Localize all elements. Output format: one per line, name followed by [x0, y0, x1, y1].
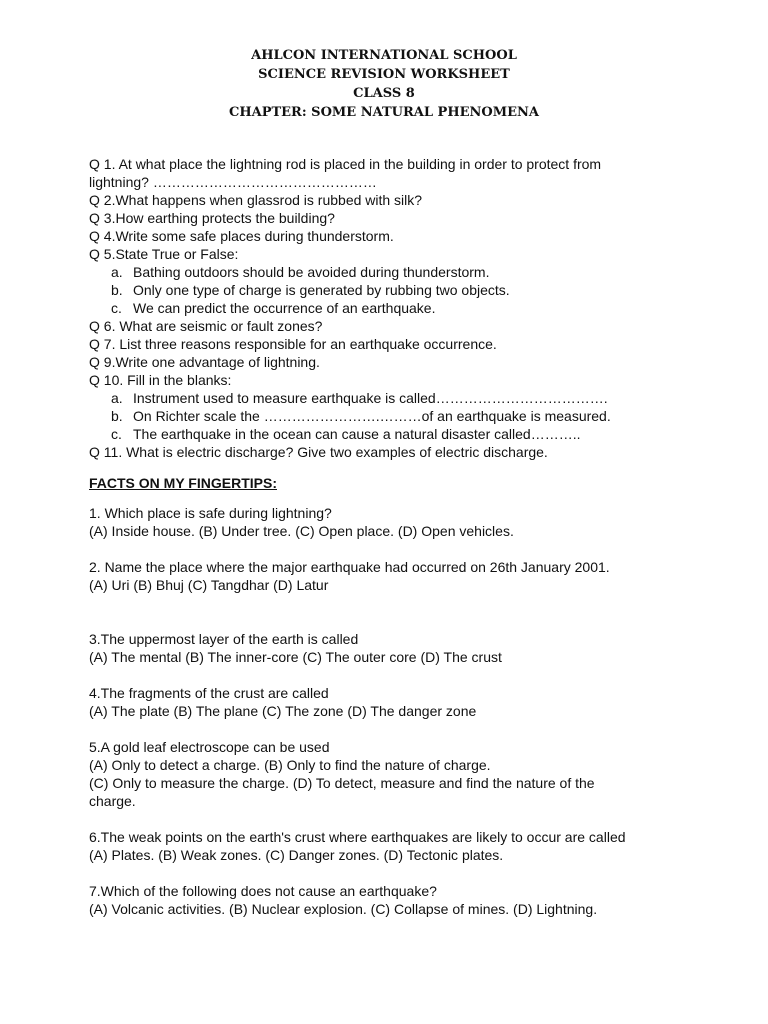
mcq-item-2	[89, 558, 749, 594]
facts-heading: FACTS ON MY FINGERTIPS:	[89, 475, 277, 491]
mcq-item-5	[89, 738, 749, 810]
item-text: Bathing outdoors should be avoided during thunderstorm.	[133, 264, 490, 280]
chapter-title: CHAPTER: SOME NATURAL PHENOMENA	[228, 105, 539, 120]
item-marker: a.	[111, 390, 123, 406]
question-1-line2: lightning? …………………………………………	[89, 174, 377, 190]
question-1-line1: Q 1. At what place the lightning rod is placed in the building in order to protect from	[89, 156, 602, 172]
question-6: Q 6. What are seismic or fault zones?	[89, 318, 323, 334]
mcq-item-6	[89, 828, 749, 864]
item-text: We can predict the occurrence of an earthquake.	[133, 300, 436, 316]
question-4: Q 4.Write some safe places during thunderstorm.	[89, 228, 394, 244]
question-2: Q 2.What happens when glassrod is rubbed with silk?	[89, 192, 423, 208]
question-7: Q 7. List three reasons responsible for an earthquake occurrence.	[89, 336, 497, 352]
item-text: The earthquake in the ocean can cause a natural disaster called………..	[133, 426, 581, 442]
question-10-item-a	[89, 389, 749, 407]
question-11: Q 11. What is electric discharge? Give two examples of electric discharge.	[89, 444, 548, 460]
mcq-options: (A) Volcanic activities. (B) Nuclear explosion. (C) Collapse of mines. (D) Lightning.	[89, 901, 598, 917]
question-5-item-b	[89, 281, 749, 299]
item-marker: c.	[111, 300, 122, 316]
mcq-question: 3.The uppermost layer of the earth is called	[89, 631, 359, 647]
item-marker: a.	[111, 264, 123, 280]
worksheet-header	[0, 46, 768, 122]
question-10-item-b	[89, 407, 749, 425]
item-text: Instrument used to measure earthquake is called……………………………….	[133, 390, 608, 406]
mcq-options: (A) Plates. (B) Weak zones. (C) Danger zones. (D) Tectonic plates.	[89, 847, 504, 863]
mcq-options: (A) The mental (B) The inner-core (C) The outer core (D) The crust	[89, 649, 502, 665]
question-10-item-c	[89, 425, 749, 443]
mcq-question: 6.The weak points on the earth's crust where earthquakes are likely to occur are called	[89, 829, 626, 845]
mcq-question: 2. Name the place where the major earthquake had occurred on 26th January 2001.	[89, 559, 610, 575]
mcq-question: 7.Which of the following does not cause an earthquake?	[89, 883, 437, 899]
mcq-question: 5.A gold leaf electroscope can be used	[89, 739, 330, 755]
mcq-item-3	[89, 630, 749, 666]
question-3: Q 3.How earthing protects the building?	[89, 210, 335, 226]
mcq-question: 4.The fragments of the crust are called	[89, 685, 329, 701]
mcq-options: (A) The plate (B) The plane (C) The zone (D) The danger zone	[89, 703, 477, 719]
question-list	[89, 155, 749, 461]
mcq-list	[89, 504, 749, 918]
mcq-options: (A) Inside house. (B) Under tree. (C) Open place. (D) Open vehicles.	[89, 523, 514, 539]
class-label: CLASS 8	[353, 86, 415, 101]
school-name: AHLCON INTERNATIONAL SCHOOL	[251, 48, 517, 63]
question-5-item-a	[89, 263, 749, 281]
item-marker: b.	[111, 408, 123, 424]
question-5-item-c	[89, 299, 749, 317]
mcq-options: (A) Only to detect a charge. (B) Only to find the nature of charge.	[89, 757, 491, 773]
question-10: Q 10. Fill in the blanks:	[89, 372, 232, 388]
mcq-options: charge.	[89, 793, 136, 809]
item-text: On Richter scale the …………………….………of an earthquake is measured.	[133, 408, 611, 424]
mcq-question: 1. Which place is safe during lightning?	[89, 505, 332, 521]
item-text: Only one type of charge is generated by rubbing two objects.	[133, 282, 510, 298]
mcq-options: (A) Uri (B) Bhuj (C) Tangdhar (D) Latur	[89, 577, 329, 593]
mcq-options: (C) Only to measure the charge. (D) To detect, measure and find the nature of the	[89, 775, 595, 791]
item-marker: b.	[111, 282, 123, 298]
worksheet-body	[89, 155, 749, 936]
mcq-item-1	[89, 504, 749, 540]
worksheet-title: SCIENCE REVISION WORKSHEET	[258, 67, 510, 82]
question-9: Q 9.Write one advantage of lightning.	[89, 354, 320, 370]
mcq-item-7	[89, 882, 749, 918]
mcq-item-4	[89, 684, 749, 720]
item-marker: c.	[111, 426, 122, 442]
question-5: Q 5.State True or False:	[89, 246, 239, 262]
